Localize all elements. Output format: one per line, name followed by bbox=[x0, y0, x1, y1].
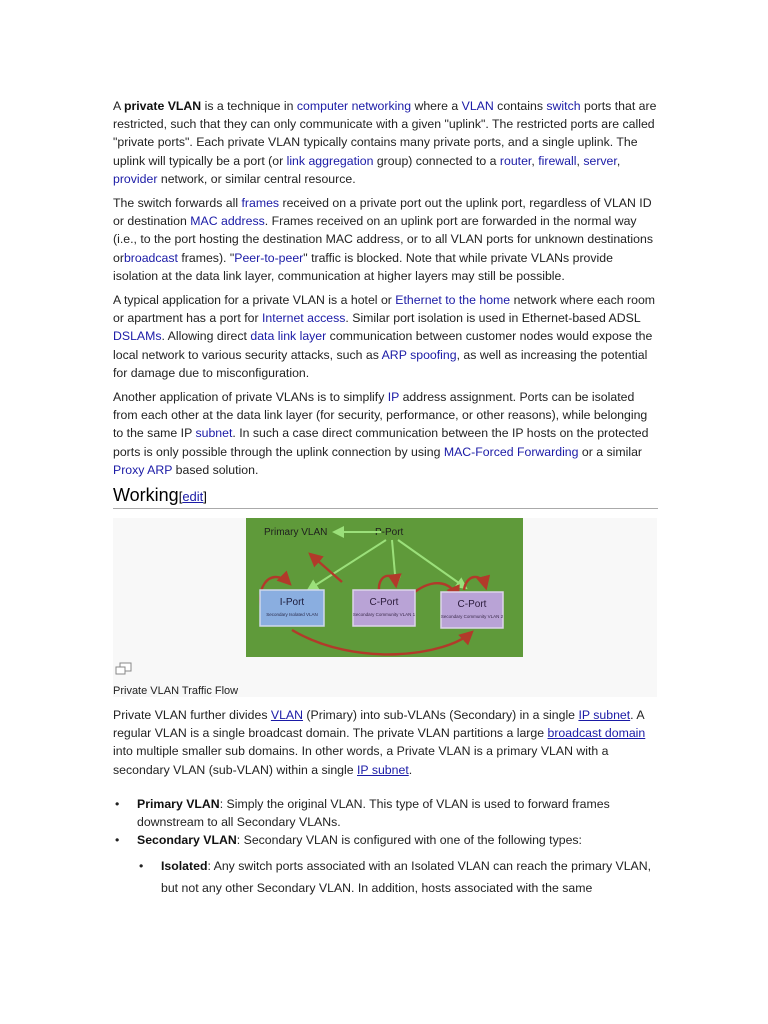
link-mac-forced-forwarding[interactable]: MAC-Forced Forwarding bbox=[443, 444, 579, 459]
diagram-background bbox=[246, 518, 523, 657]
link-ip-subnet[interactable]: IP subnet bbox=[578, 708, 631, 723]
link-proxy-arp[interactable]: Proxy ARP bbox=[113, 462, 173, 477]
link-internet-access[interactable]: Internet access bbox=[262, 311, 346, 326]
private-vlan-diagram[interactable] bbox=[246, 518, 523, 657]
link-arp-spoofing[interactable]: ARP spoofing bbox=[381, 347, 457, 362]
figure-caption: Private VLAN Traffic Flow bbox=[113, 685, 239, 698]
link-provider[interactable]: provider bbox=[113, 171, 158, 186]
link-router[interactable]: router bbox=[499, 153, 532, 168]
i-port-sublabel: Secondary Isolated VLAN bbox=[266, 612, 318, 618]
link-mac-address[interactable]: MAC address bbox=[190, 214, 265, 229]
section-heading-working: Working[edit] bbox=[113, 485, 658, 509]
article-body bbox=[113, 97, 658, 899]
link-data-link-layer[interactable]: data link layer bbox=[250, 329, 327, 344]
link-broadcast[interactable]: broadcast bbox=[123, 250, 178, 265]
link-ethernet-to-the-home[interactable]: Ethernet to the home bbox=[395, 293, 511, 308]
paragraph-subdivision: Private VLAN further divides VLAN (Primary) into sub-VLANs (Secondary) in a single IP subnet. A regular VLAN is a single broadcast domain. The private VLAN partitions a large broadcast domain into multiple smaller sub domains. In other words, a Private VLAN is a primary VLAN with a secondary VLAN (sub-VLAN) within a single IP subnet. bbox=[113, 708, 646, 777]
link-link-aggregation[interactable]: link aggregation bbox=[286, 153, 374, 168]
paragraph-intro: A private VLAN is a technique in computer networking where a VLAN contains switch ports that are restricted, such that they can only communicate with a given "uplink". The restricted ports are called "private ports". Each private VLAN typically contains many private ports, and a single uplink. The uplink will typically be a port (or link aggregation group) connected to a router, firewall, server, provider network, or similar central resource. bbox=[113, 99, 657, 186]
c-port-label-1: C-Port bbox=[369, 597, 399, 609]
link-computer-networking[interactable]: computer networking bbox=[296, 99, 412, 113]
paragraph-forwarding: The switch forwards all frames received on a private port out the uplink port, regardless of VLAN ID or destination MAC address. Frames received on an uplink port are forwarded in the normal way (i.e., to the port hosting the destination MAC address, or to all VLAN ports for unknown destinations orbroadcast frames). "Peer-to-peer" traffic is blocked. Note that while private VLANs provide isolation at the data link layer, communication at higher layers may still be possible. bbox=[113, 196, 653, 283]
list-item-secondary-vlan: • Secondary VLAN: Secondary VLAN is configured with one of the following types: • Isolated: Any switch ports associated with an Isolated VLAN can reach the primary VLAN, but not any other Secondary VLAN. In addition, hosts associated with the same bbox=[113, 831, 658, 899]
p-port-label: P-Port bbox=[375, 527, 404, 539]
i-port-label: I-Port bbox=[279, 597, 305, 609]
link-vlan-primary[interactable]: VLAN bbox=[270, 708, 304, 723]
link-peer-to-peer[interactable]: Peer-to-peer bbox=[234, 250, 304, 265]
link-vlan[interactable]: VLAN bbox=[461, 99, 494, 113]
paragraph-ip-assignment: Another application of private VLANs is to simplify IP address assignment. Ports can be isolated from each other at the data link layer (for security, performance, or other reasons), while belonging to the same IP subnet. In such a case direct communication between the IP hosts on the protected ports is only possible through the uplink connection by using MAC-Forced Forwarding or a similar Proxy ARP based solution. bbox=[113, 390, 649, 477]
link-ip-subnet-2[interactable]: IP subnet bbox=[357, 762, 409, 777]
edit-section: [edit] bbox=[178, 489, 207, 505]
list-item-primary-vlan: • Primary VLAN: Simply the original VLAN. This type of VLAN is used to forward frames downstream to all Secondary VLANs. bbox=[113, 795, 658, 831]
link-subnet[interactable]: subnet bbox=[195, 426, 233, 441]
magnify-icon[interactable] bbox=[115, 662, 133, 681]
link-ip[interactable]: IP bbox=[387, 390, 400, 405]
primary-vlan-label: Primary VLAN bbox=[264, 527, 328, 539]
edit-link[interactable]: edit bbox=[182, 489, 204, 505]
link-switch[interactable]: switch bbox=[546, 99, 581, 113]
c-port-label-2: C-Port bbox=[457, 599, 487, 611]
link-frames[interactable]: frames bbox=[241, 196, 280, 211]
c-port-box-2 bbox=[441, 592, 503, 628]
c-port-sublabel-2: Secondary Community VLAN 2 bbox=[440, 614, 504, 620]
c-port-sublabel-1: Secondary Community VLAN 1 bbox=[352, 612, 416, 618]
c-port-box-1 bbox=[353, 590, 415, 626]
link-broadcast-domain[interactable]: broadcast domain bbox=[547, 726, 646, 741]
list-item-isolated: • Isolated: Any switch ports associated with an Isolated VLAN can reach the primary VLAN, but not any other Secondary VLAN. In addition, hosts associated with the same bbox=[137, 855, 658, 899]
i-port-box bbox=[260, 590, 324, 626]
figure-thumbnail bbox=[113, 518, 657, 697]
paragraph-application: A typical application for a private VLAN is a hotel or Ethernet to the home network where each room or apartment has a port for Internet access. Similar port isolation is used in Ethernet-based ADSL DSLAMs. Allowing direct data link layer communication between customer nodes would expose the local network to various security attacks, such as ARP spoofing, as well as increasing the potential for damage due to misconfiguration. bbox=[113, 293, 656, 380]
secondary-type-list bbox=[137, 855, 658, 899]
vlan-type-list bbox=[113, 795, 658, 900]
link-dslams[interactable]: DSLAMs bbox=[113, 329, 162, 344]
link-firewall[interactable]: firewall bbox=[538, 153, 577, 168]
term-private-vlan: private VLAN bbox=[123, 99, 202, 113]
link-server[interactable]: server bbox=[583, 153, 617, 168]
